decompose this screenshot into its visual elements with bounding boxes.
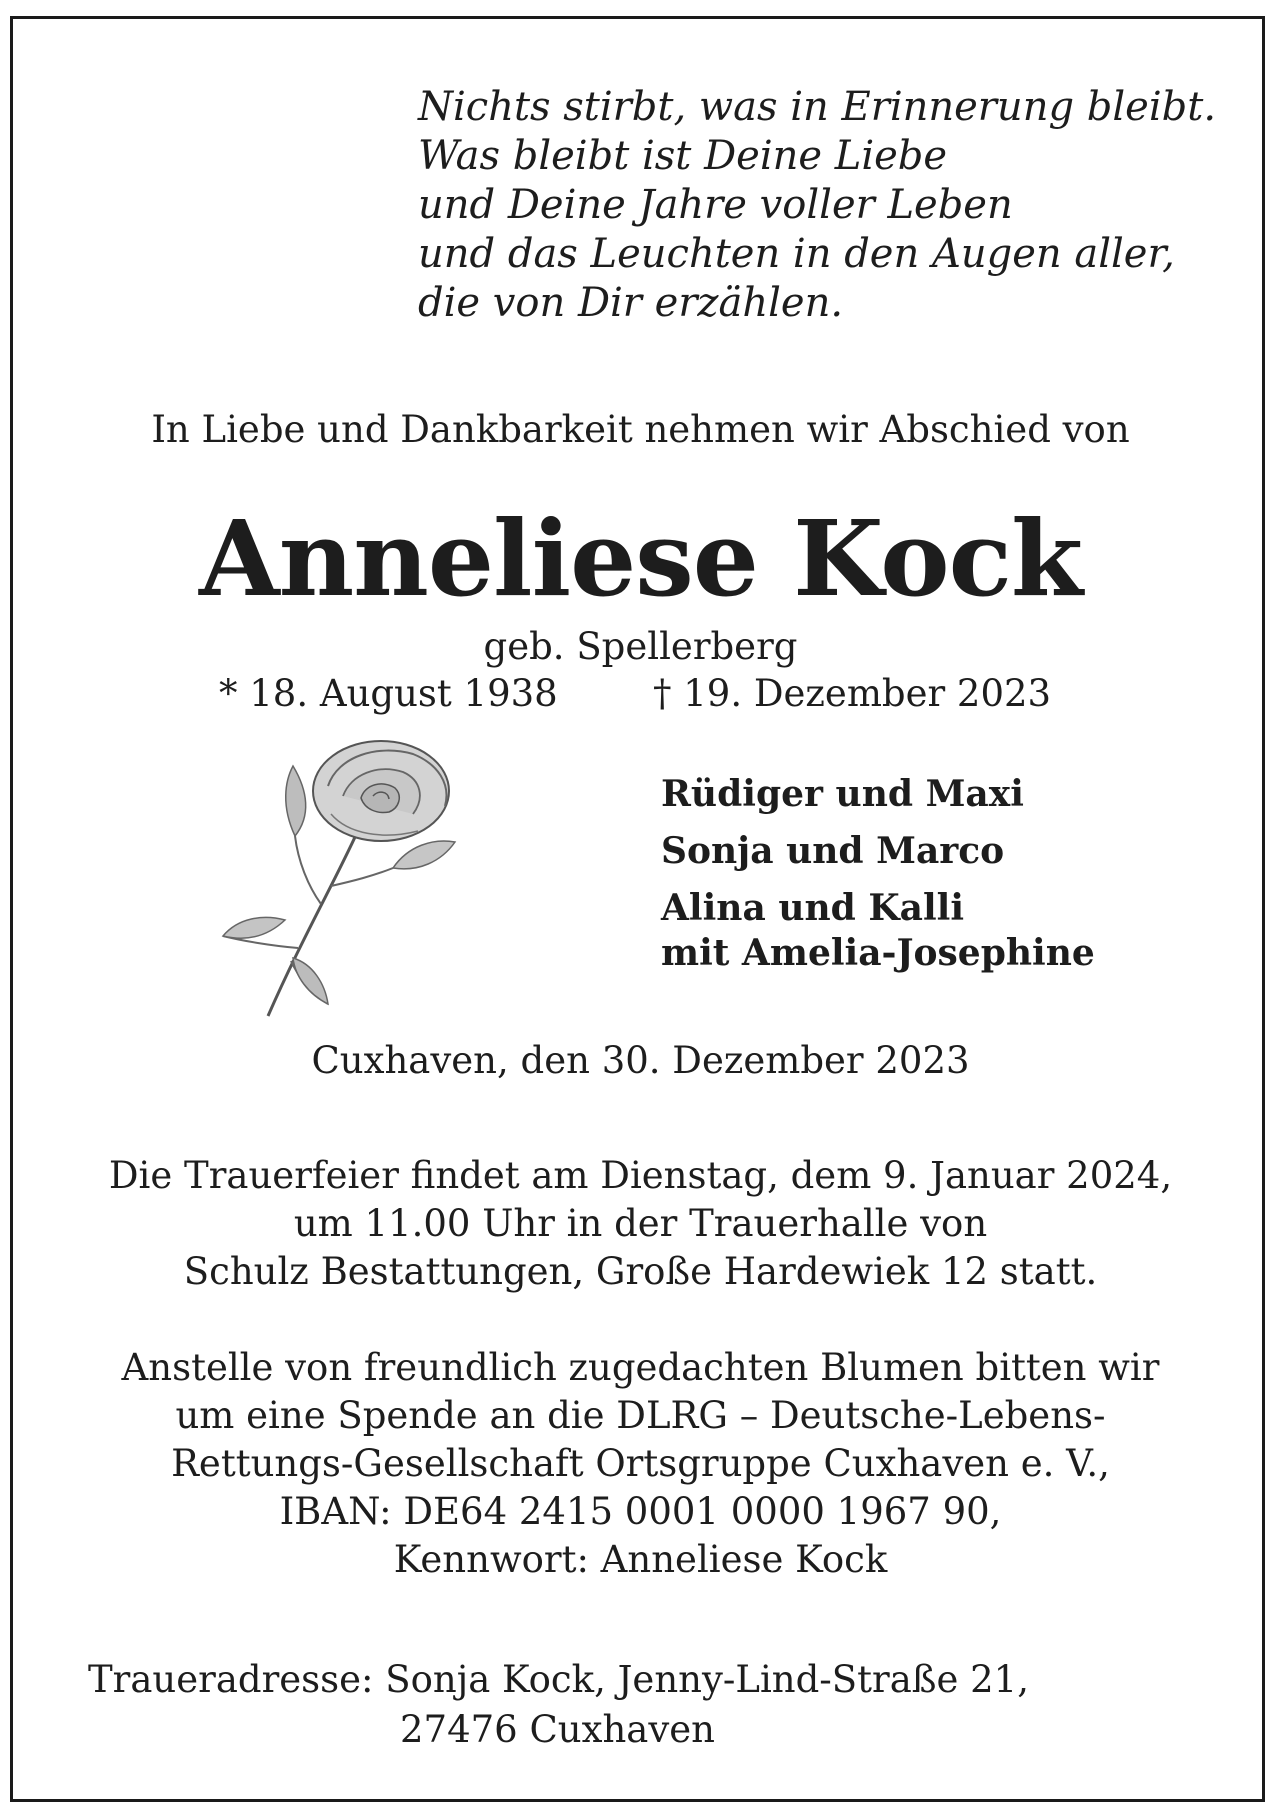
donation-line: Rettungs-Gesellschaft Ortsgruppe Cuxhaven e. V.,	[171, 1442, 1110, 1485]
birth-date: * 18. August 1938	[219, 672, 558, 715]
death-date: † 19. Dezember 2023	[653, 672, 1052, 715]
donation-line: Kennwort: Anneliese Kock	[393, 1538, 888, 1581]
mourning-address	[88, 1655, 1029, 1755]
family-member: Rüdiger und Maxi	[661, 773, 1024, 815]
poem-line: Was bleibt ist Deine Liebe	[418, 133, 948, 179]
deceased-name: Anneliese Kock	[198, 497, 1083, 620]
poem-line: Nichts stirbt, was in Erinnerung bleibt.	[418, 84, 1217, 130]
poem-line: die von Dir erzählen.	[418, 280, 844, 326]
donation-line: Anstelle von freundlich zugedachten Blumen bitten wir	[121, 1346, 1160, 1389]
obituary-notice	[10, 16, 1265, 1802]
donation-line: um eine Spende an die DLRG – Deutsche-Lebens-	[175, 1394, 1106, 1437]
life-dates	[13, 672, 1268, 722]
service-line: um 11.00 Uhr in der Trauerhalle von	[293, 1202, 988, 1245]
donation-info	[13, 1344, 1268, 1584]
rose-icon	[213, 736, 493, 1026]
family-member: Alina und Kalli	[661, 887, 965, 929]
place-date: Cuxhaven, den 30. Dezember 2023	[311, 1039, 970, 1082]
service-line: Schulz Bestattungen, Große Hardewiek 12 statt.	[183, 1250, 1098, 1293]
poem-line: und das Leuchten in den Augen aller,	[418, 231, 1175, 277]
donation-line: IBAN: DE64 2415 0001 0000 1967 90,	[279, 1490, 1002, 1533]
family-member: Sonja und Marco	[661, 830, 1005, 872]
family-list	[661, 772, 1095, 976]
memorial-poem	[418, 83, 1216, 328]
address-line: 27476 Cuxhaven	[400, 1708, 715, 1751]
service-line: Die Trauerfeier findet am Dienstag, dem 9. Januar 2024,	[108, 1154, 1173, 1197]
family-member: mit Amelia-Josephine	[661, 932, 1095, 974]
service-info	[13, 1152, 1268, 1296]
intro-text: In Liebe und Dankbarkeit nehmen wir Abschied von	[151, 408, 1130, 451]
maiden-name: geb. Spellerberg	[483, 625, 798, 668]
poem-line: und Deine Jahre voller Leben	[418, 182, 1013, 228]
address-line: Traueradresse: Sonja Kock, Jenny-Lind-Straße 21,	[88, 1658, 1029, 1701]
